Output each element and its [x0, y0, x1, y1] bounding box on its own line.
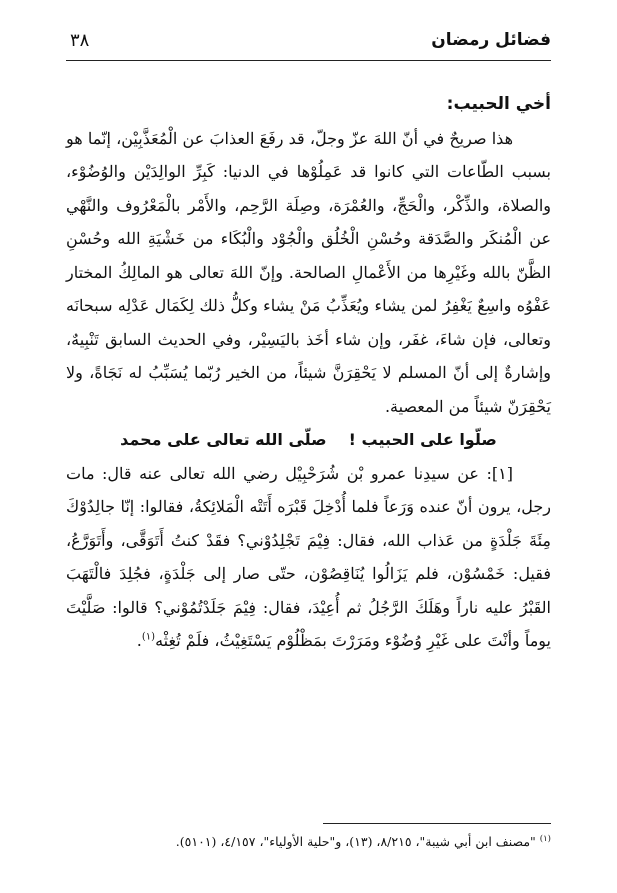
- salawat-heading: [66, 423, 551, 457]
- paragraph-explanation: هذا صريحٌ في أنّ اللهَ عزّ وجلّ، قد رفَعَ العذابَ عن الْمُعَذَّبِيْن، إنّما هو بسبب الطّاعات التي كانوا قد عَمِلُوْها في الدنيا: كَبِرِّ الوالِدَيْن والوُضُوْء، والصلاة، والذِّكْر، والْحَجِّ، والعُمْرَة، وصِلَة الرَّحِم، والأَمْر بالْمَعْرُوف والنَّهْي عن الْمُنكَر والصَّدَقة وحُسْنِ الْخُلُق والْجُوْد والْبُكَاء من خَشْيَةِ الله وحُسْنِ الظَّنّ بالله وغَيْرِها من الأَعْمالِ الصالحة. وإنّ اللهَ تعالى هو المالِكُ المختار عَفْوُه واسِعٌ يَغْفِرُ لمن يشاء ويُعَذِّبُ مَنْ يشاء وكلُّ ذلك لِكَمَال عَدْلِه سبحانَه وتعالى، فإن شاءَ، غفَر، وإن شاء أخَذ باليَسِيْر، وفي الحديث السابق تَنْبِيهٌ، وإشارةٌ إلى أنّ المسلم لا يَحْقِرَنَّ شيئاً، من الخير رُبّما يُسَبِّبُ له نَجَاةً، ولا يَحْقِرَنّ شيئاً من المعصية.: [66, 128, 551, 416]
- main-text: [66, 88, 551, 658]
- page-number: ٣٨: [70, 30, 90, 51]
- footnote: [66, 832, 551, 852]
- hadith-paragraph: [66, 457, 551, 658]
- salawat-response: صلّى الله تعالى على محمد: [120, 430, 327, 449]
- hadith-text: : عن سيدِنا عمرو بْن شُرَحْبِيْل رضي الله تعالى عنه قال: مات رجل، يرون أنّ عنده وَرَعاً فلما أُدْخِلَ قَبْرَه أَتَتْه الْمَلائِكةُ، فقالوا: إنّا جالِدُوْكَ مِئَةَ جَلْدَةٍ من عَذاب الله، فقال: فِيْمَ تَجْلِدُوْني؟ فقَدْ كنتُ أَتَوَقَّى، وأَتَوَرَّعُ، فقيل: خَمْسُوْن، فلم يَزَالُوا يُنَاقِصُوْن، حتّى صار إلى جَلْدَةٍ، فجُلِدَ فالْتَهَبَ القَبْرُ عليه ناراً وهَلَكَ الرَّجُلُ ثم أُعِيْدَ، فقال: فِيْمَ جَلَدْتُمُوْني؟ قالوا: صَلَّيْتَ يوماً وأنْتَ على غَيْرِ وُضُوْء ومَرَرْتَ بمَظْلُوْم يَسْتَغِيْثُ، فلَمْ تُغِثْه: [66, 463, 551, 650]
- hadith-number: [١]: [491, 463, 513, 483]
- footnote-divider: [323, 823, 551, 824]
- footnote-reference[interactable]: (١): [141, 631, 156, 643]
- hadith-end: .: [136, 631, 142, 650]
- section-heading: أخي الحبيب:: [446, 94, 551, 114]
- page-header: [70, 30, 551, 60]
- header-divider: [66, 60, 551, 61]
- footnote-text: "مصنف ابن أبي شيبة"، ٨/٢١٥، (١٣)، و"حلية الأولياء"، ٤/١٥٧، (٥١٠١).: [175, 834, 536, 849]
- salawat-call: صلّوا على الحبيب !: [348, 430, 497, 449]
- book-title: فضائل رمضان: [431, 30, 551, 50]
- footnote-marker: (١): [539, 833, 551, 844]
